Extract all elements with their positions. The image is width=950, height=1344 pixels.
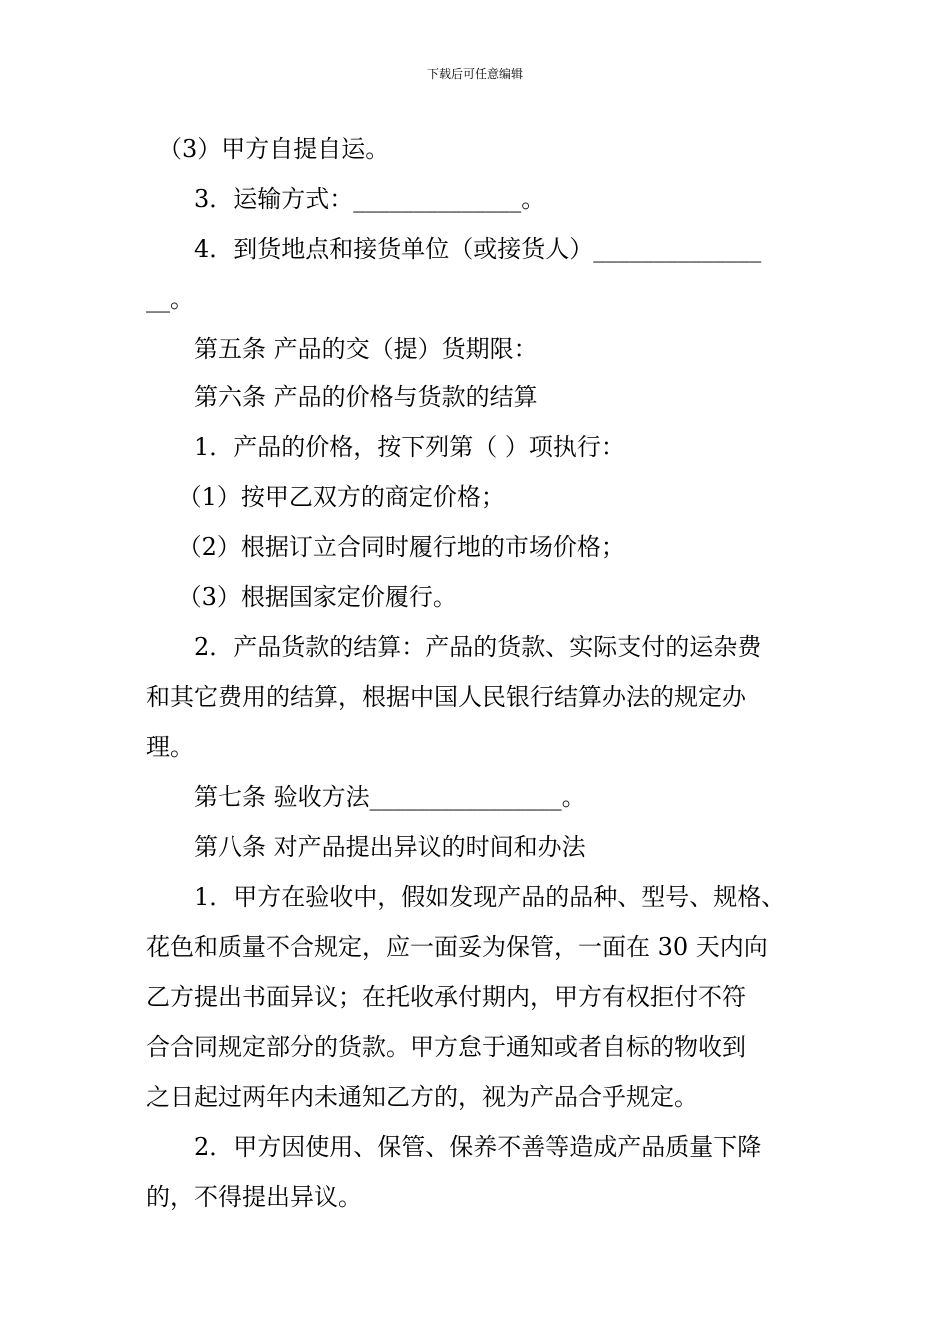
text-line: 1．甲方在验收中，假如发现产品的品种、型号、规格、 [146, 883, 786, 911]
text-line: 和其它费用的结算，根据中国人民银行结算办法的规定办 [146, 683, 746, 711]
page-header: 下载后可任意编辑 [426, 67, 523, 81]
text-line: __。 [146, 285, 194, 313]
text-line: 2．产品货款的结算：产品的货款、实际支付的运杂费 [146, 633, 762, 661]
text-line: 3．运输方式：______________。 [146, 185, 546, 213]
text-line: 的，不得提出异议。 [146, 1183, 362, 1211]
text-line: （3）根据国家定价履行。 [146, 583, 457, 611]
text-line: 第六条 产品的价格与货款的结算 [146, 383, 538, 411]
text-line: （3）甲方自提自运。 [146, 135, 390, 163]
text-line: 理。 [146, 733, 194, 761]
text-line: 第五条 产品的交（提）货期限： [146, 335, 538, 363]
text-line: 花色和质量不合规定，应一面妥为保管，一面在 30 天内向 [146, 933, 768, 961]
text-line: 2．甲方因使用、保管、保养不善等造成产品质量下降 [146, 1133, 762, 1161]
text-line: （2）根据订立合同时履行地的市场价格； [146, 533, 625, 561]
text-line: （1）按甲乙双方的商定价格； [146, 483, 505, 511]
text-line: 合合同规定部分的货款。甲方怠于通知或者自标的物收到 [146, 1033, 746, 1061]
text-line: 乙方提出书面异议；在托收承付期内，甲方有权拒付不符 [146, 983, 746, 1011]
text-line: 1．产品的价格，按下列第（ ）项执行： [146, 433, 625, 461]
text-line: 之日起过两年内未通知乙方的，视为产品合乎规定。 [146, 1083, 698, 1111]
text-line: 4．到货地点和接货单位（或接货人）______________ [146, 235, 762, 263]
text-line: 第八条 对产品提出异议的时间和办法 [146, 833, 586, 861]
text-line: 第七条 验收方法________________。 [146, 783, 586, 811]
